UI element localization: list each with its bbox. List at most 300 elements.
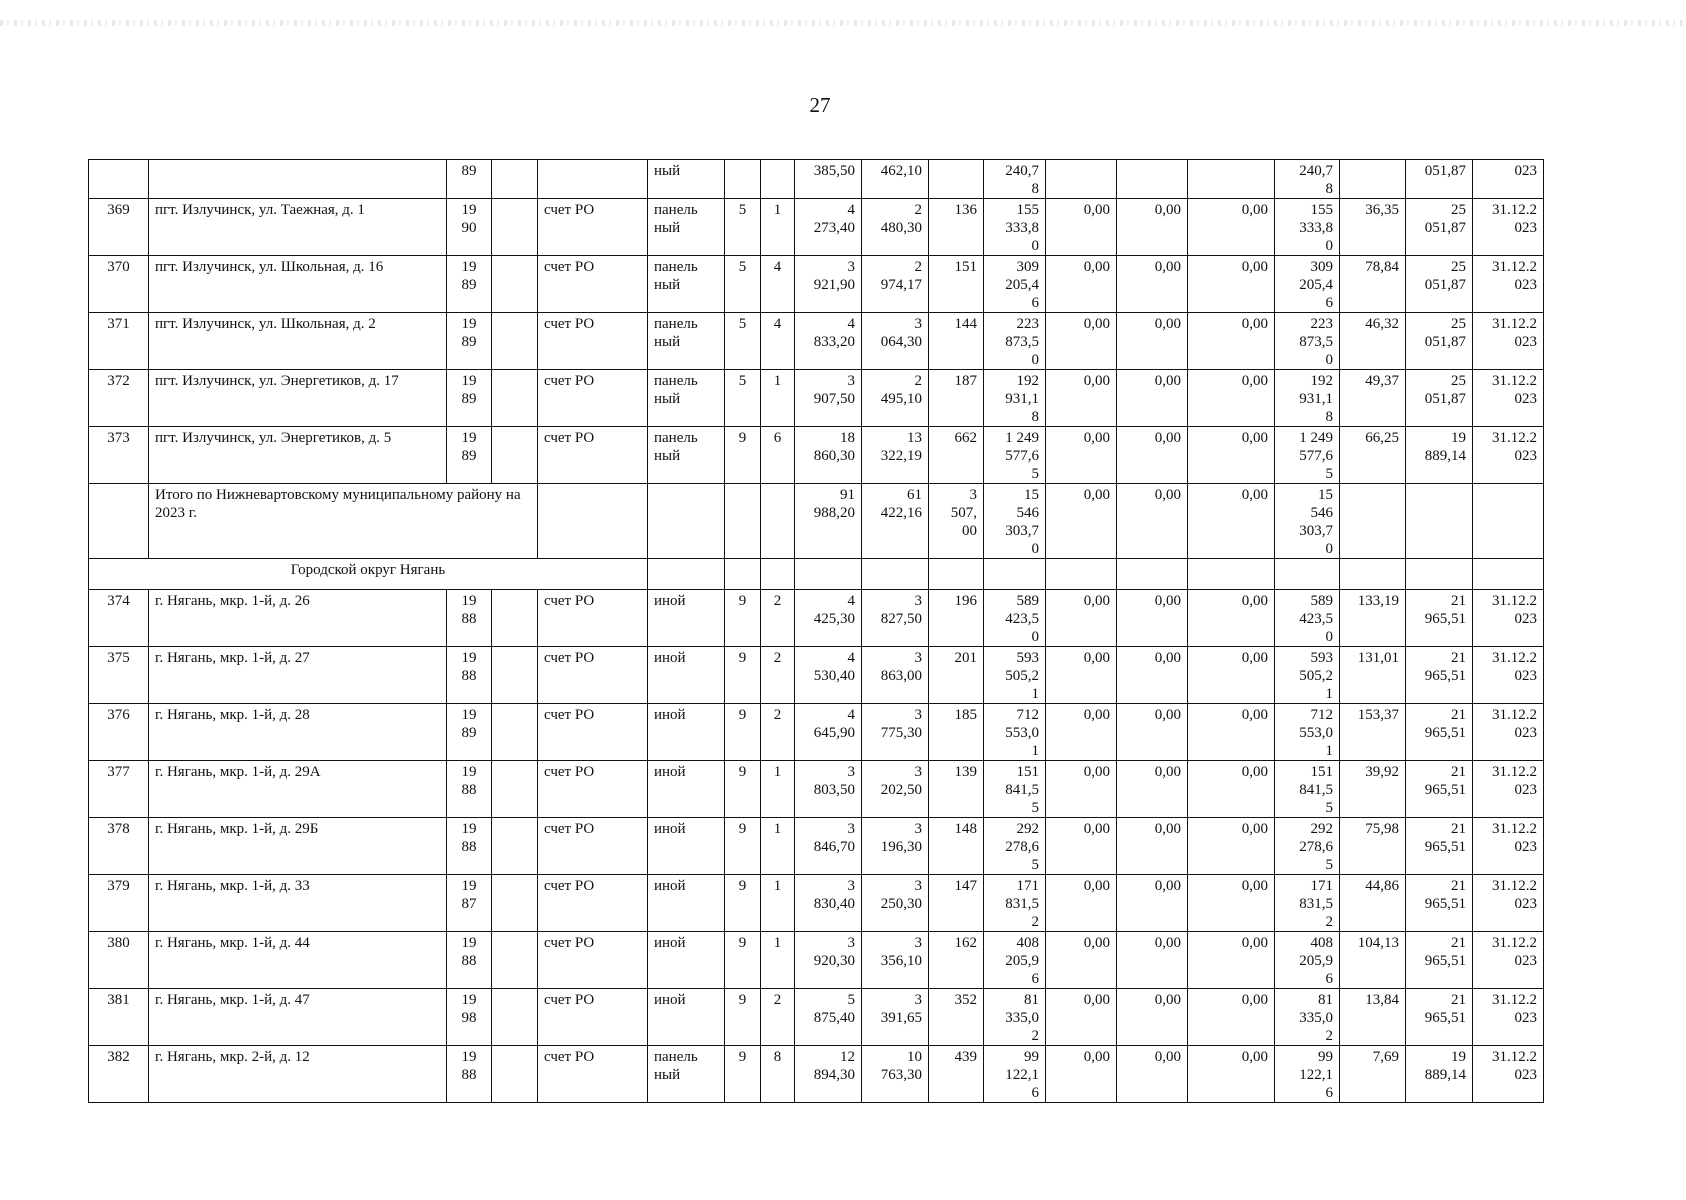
deadline-cell-line: 023 <box>1514 1067 1537 1083</box>
year-cell <box>447 370 492 427</box>
entrances-cell: 2 <box>761 590 795 647</box>
address-cell: г. Нягань, мкр. 1-й, д. 33 <box>149 875 447 932</box>
year-cell-line: 89 <box>461 163 477 179</box>
owners-funds-cell-line: 2 <box>1325 1028 1333 1044</box>
wall-material-cell <box>648 370 725 427</box>
cost-cell-line: 278,6 <box>1005 839 1039 855</box>
blank-cell <box>795 559 862 590</box>
cost-limit-cell-line: 25 <box>1451 316 1466 332</box>
blank-cell <box>1275 559 1340 590</box>
owners-funds-cell <box>1275 932 1340 989</box>
row-number-cell: 376 <box>89 704 149 761</box>
fund-cell-3: 0,00 <box>1188 932 1275 989</box>
total-area-cell <box>795 427 862 484</box>
cost-sum-cell-line: 0 <box>1031 541 1039 557</box>
cost-cell <box>984 932 1046 989</box>
specific-cost-cell: 44,86 <box>1340 875 1406 932</box>
owners-funds-cell-line: 292 <box>1310 821 1333 837</box>
blank-cell <box>492 818 538 875</box>
entrances-cell: 6 <box>761 427 795 484</box>
cost-cell <box>984 256 1046 313</box>
wall-material-cell-line: ный <box>654 334 681 350</box>
cost-cell-line: 0 <box>1031 629 1039 645</box>
total-area-cell-line: 18 <box>840 430 855 446</box>
year-cell-line: 19 <box>461 992 477 1008</box>
cost-limit-cell-line: 21 <box>1451 707 1466 723</box>
total-area-cell-line: 4 <box>847 593 855 609</box>
residents-cell <box>929 647 984 704</box>
blank-cell <box>492 370 538 427</box>
blank-cell <box>492 313 538 370</box>
cost-cell-line: 151 <box>1016 764 1039 780</box>
total-area-cell-line: 920,30 <box>813 953 855 969</box>
deadline-cell <box>1473 313 1544 370</box>
cost-cell <box>984 427 1046 484</box>
cost-cell-line: 5 <box>1031 857 1039 873</box>
blank-cell <box>492 932 538 989</box>
year-cell-line: 19 <box>461 373 477 389</box>
owners-funds-cell-line: 335,0 <box>1299 1010 1333 1026</box>
wall-material-cell-line: панель <box>654 259 698 275</box>
cost-cell-line: 5 <box>1031 466 1039 482</box>
residents-sum-cell-line: 00 <box>962 523 977 539</box>
residents-cell <box>929 932 984 989</box>
cost-limit-cell <box>1406 818 1473 875</box>
blank-cell <box>492 761 538 818</box>
fund-cell-3: 0,00 <box>1188 989 1275 1046</box>
cost-cell-line: 8 <box>1031 409 1039 425</box>
living-area-cell-line: 196,30 <box>880 839 922 855</box>
deadline-cell <box>1473 427 1544 484</box>
blank-cell <box>1188 559 1275 590</box>
owners-funds-cell-line: 505,2 <box>1299 668 1333 684</box>
owners-funds-cell <box>1275 761 1340 818</box>
deadline-cell-line: 31.12.2 <box>1492 259 1537 275</box>
specific-cost-cell: 78,84 <box>1340 256 1406 313</box>
cost-limit-cell-line: 965,51 <box>1424 782 1466 798</box>
specific-cost-cell: 46,32 <box>1340 313 1406 370</box>
living-area-cell-line: 2 <box>914 259 922 275</box>
deadline-cell-line: 023 <box>1514 668 1537 684</box>
specific-cost-cell: 36,35 <box>1340 199 1406 256</box>
fund-cell-1: 0,00 <box>1046 875 1117 932</box>
living-area-cell-line: 202,50 <box>880 782 922 798</box>
living-area-cell-line: 3 <box>914 650 922 666</box>
deadline-cell <box>1473 370 1544 427</box>
table-row <box>89 989 1544 1046</box>
residents-cell <box>929 704 984 761</box>
cost-limit-cell-line: 051,87 <box>1424 277 1466 293</box>
cost-limit-cell <box>1406 704 1473 761</box>
cost-limit-cell <box>1406 647 1473 704</box>
address-cell: пгт. Излучинск, ул. Школьная, д. 16 <box>149 256 447 313</box>
residents-cell <box>929 160 984 199</box>
year-cell-line: 19 <box>461 878 477 894</box>
wall-material-cell <box>648 761 725 818</box>
address-cell: пгт. Излучинск, ул. Энергетиков, д. 17 <box>149 370 447 427</box>
owners-funds-cell <box>1275 427 1340 484</box>
residents-cell <box>929 256 984 313</box>
owners-funds-cell <box>1275 875 1340 932</box>
cost-cell <box>984 370 1046 427</box>
account-cell: счет РО <box>538 989 648 1046</box>
address-cell: г. Нягань, мкр. 1-й, д. 44 <box>149 932 447 989</box>
cost-limit-cell-line: 051,87 <box>1424 163 1466 179</box>
cost-limit-cell-line: 889,14 <box>1424 448 1466 464</box>
cost-limit-cell <box>1406 590 1473 647</box>
section-title: Городской округ Нягань <box>89 559 648 590</box>
row-number-cell: 375 <box>89 647 149 704</box>
living-area-cell <box>862 160 929 199</box>
wall-material-cell-line: ный <box>654 1067 681 1083</box>
table-row <box>89 818 1544 875</box>
fund-cell-2: 0,00 <box>1117 590 1188 647</box>
entrances-cell: 1 <box>761 875 795 932</box>
owners-funds-cell-line: 6 <box>1325 1085 1333 1101</box>
living-area-cell <box>862 370 929 427</box>
cost-cell-line: 155 <box>1016 202 1039 218</box>
total-area-cell-line: 5 <box>847 992 855 1008</box>
total-area-cell-line: 921,90 <box>813 277 855 293</box>
deadline-cell-line: 31.12.2 <box>1492 878 1537 894</box>
owners-funds-cell-line: 1 249 <box>1299 430 1333 446</box>
year-cell-line: 19 <box>461 202 477 218</box>
deadline-cell-line: 023 <box>1514 220 1537 236</box>
fund-cell-2: 0,00 <box>1117 370 1188 427</box>
blank-cell <box>1473 559 1544 590</box>
blank-cell <box>492 590 538 647</box>
cost-limit-cell <box>1406 199 1473 256</box>
cost-sum-cell-line: 546 <box>1016 505 1039 521</box>
cost-cell <box>984 647 1046 704</box>
living-area-cell-line: 3 <box>914 593 922 609</box>
fund-cell-1: 0,00 <box>1046 427 1117 484</box>
year-cell <box>447 647 492 704</box>
cost-cell <box>984 590 1046 647</box>
account-cell: счет РО <box>538 932 648 989</box>
residents-cell-line: 144 <box>954 316 977 332</box>
living-area-cell-line: 250,30 <box>880 896 922 912</box>
cost-cell-line: 122,1 <box>1005 1067 1039 1083</box>
residents-cell <box>929 199 984 256</box>
owners-funds-cell-line: 1 <box>1325 743 1333 759</box>
cost-cell-line: 171 <box>1016 878 1039 894</box>
owners-funds-cell-line: 8 <box>1325 409 1333 425</box>
deadline-cell-line: 31.12.2 <box>1492 1049 1537 1065</box>
living-area-cell-line: 356,10 <box>880 953 922 969</box>
fund-cell-3: 0,00 <box>1188 647 1275 704</box>
row-number-cell: 381 <box>89 989 149 1046</box>
fund-cell-1: 0,00 <box>1046 1046 1117 1103</box>
table-row <box>89 875 1544 932</box>
cost-cell-line: 423,5 <box>1005 611 1039 627</box>
year-cell-line: 89 <box>461 334 477 350</box>
total-area-cell-line: 385,50 <box>813 163 855 179</box>
owners-funds-cell-line: 155 <box>1310 202 1333 218</box>
total-area-cell-line: 875,40 <box>813 1010 855 1026</box>
residents-cell <box>929 590 984 647</box>
deadline-cell-line: 31.12.2 <box>1492 373 1537 389</box>
blank-cell <box>761 484 795 559</box>
owners-funds-cell-line: 278,6 <box>1299 839 1333 855</box>
residents-cell-line: 136 <box>954 202 977 218</box>
owners-funds-cell-line: 589 <box>1310 593 1333 609</box>
entrances-cell: 1 <box>761 932 795 989</box>
total-area-cell-line: 833,20 <box>813 334 855 350</box>
total-area-cell-line: 3 <box>847 764 855 780</box>
wall-material-cell <box>648 199 725 256</box>
living-area-cell <box>862 590 929 647</box>
residents-cell-line: 196 <box>954 593 977 609</box>
cost-limit-cell-line: 21 <box>1451 935 1466 951</box>
wall-material-cell-line: ный <box>654 448 681 464</box>
cost-cell-line: 6 <box>1031 1085 1039 1101</box>
wall-material-cell <box>648 256 725 313</box>
year-cell-line: 88 <box>461 668 477 684</box>
living-area-cell-line: 3 <box>914 878 922 894</box>
year-cell-line: 19 <box>461 1049 477 1065</box>
blank-cell <box>492 647 538 704</box>
owners-funds-sum-cell-line: 15 <box>1318 487 1333 503</box>
residents-sum-cell-line: 3 <box>969 487 977 503</box>
year-cell-line: 19 <box>461 430 477 446</box>
living-area-cell-line: 3 <box>914 764 922 780</box>
blank-cell <box>492 256 538 313</box>
cost-cell-line: 8 <box>1031 181 1039 197</box>
blank-cell <box>725 484 761 559</box>
year-cell-line: 19 <box>461 650 477 666</box>
address-cell: пгт. Излучинск, ул. Энергетиков, д. 5 <box>149 427 447 484</box>
owners-funds-cell-line: 0 <box>1325 238 1333 254</box>
total-area-cell-line: 530,40 <box>813 668 855 684</box>
living-area-cell-line: 775,30 <box>880 725 922 741</box>
cost-cell <box>984 1046 1046 1103</box>
blank-cell <box>725 559 761 590</box>
wall-material-cell-line: иной <box>654 764 686 780</box>
residents-cell-line: 162 <box>954 935 977 951</box>
deadline-cell-line: 31.12.2 <box>1492 430 1537 446</box>
owners-funds-cell-line: 223 <box>1310 316 1333 332</box>
table-row <box>89 427 1544 484</box>
total-area-cell-line: 4 <box>847 202 855 218</box>
fund-cell-1: 0,00 <box>1046 932 1117 989</box>
fund-cell-1: 0,00 <box>1046 818 1117 875</box>
cost-limit-cell-line: 19 <box>1451 1049 1466 1065</box>
blank-cell <box>648 559 725 590</box>
living-area-sum-cell <box>862 484 929 559</box>
cost-limit-cell-line: 051,87 <box>1424 334 1466 350</box>
table-row <box>89 761 1544 818</box>
cost-sum-cell-line: 303,7 <box>1005 523 1039 539</box>
residents-cell <box>929 427 984 484</box>
cost-limit-cell <box>1406 256 1473 313</box>
total-area-cell-line: 4 <box>847 707 855 723</box>
address-cell: г. Нягань, мкр. 1-й, д. 29Б <box>149 818 447 875</box>
owners-funds-cell-line: 8 <box>1325 181 1333 197</box>
total-area-cell-line: 894,30 <box>813 1067 855 1083</box>
owners-funds-cell-line: 5 <box>1325 857 1333 873</box>
specific-cost-cell: 75,98 <box>1340 818 1406 875</box>
specific-cost-cell: 131,01 <box>1340 647 1406 704</box>
entrances-cell: 2 <box>761 647 795 704</box>
owners-funds-cell-line: 873,5 <box>1299 334 1333 350</box>
fund-cell-3: 0,00 <box>1188 761 1275 818</box>
residents-cell <box>929 370 984 427</box>
cost-cell-line: 223 <box>1016 316 1039 332</box>
total-area-cell-line: 3 <box>847 373 855 389</box>
wall-material-cell <box>648 875 725 932</box>
year-cell-line: 19 <box>461 935 477 951</box>
residents-sum-cell <box>929 484 984 559</box>
specific-cost-cell <box>1340 160 1406 199</box>
year-cell <box>447 313 492 370</box>
deadline-cell-line: 023 <box>1514 725 1537 741</box>
year-cell <box>447 932 492 989</box>
table-row <box>89 932 1544 989</box>
total-area-cell <box>795 590 862 647</box>
total-area-cell <box>795 647 862 704</box>
total-area-cell-line: 803,50 <box>813 782 855 798</box>
owners-funds-sum-cell-line: 546 <box>1310 505 1333 521</box>
floors-cell: 9 <box>725 989 761 1046</box>
cost-cell-line: 0 <box>1031 238 1039 254</box>
wall-material-cell-line: панель <box>654 202 698 218</box>
owners-funds-cell <box>1275 313 1340 370</box>
total-area-cell-line: 3 <box>847 935 855 951</box>
row-number-cell: 372 <box>89 370 149 427</box>
year-cell <box>447 704 492 761</box>
cost-limit-cell-line: 965,51 <box>1424 1010 1466 1026</box>
living-area-cell-line: 2 <box>914 373 922 389</box>
cost-limit-cell <box>1406 1046 1473 1103</box>
living-area-cell-line: 827,50 <box>880 611 922 627</box>
living-area-cell <box>862 427 929 484</box>
owners-funds-cell <box>1275 989 1340 1046</box>
address-cell: г. Нягань, мкр. 2-й, д. 12 <box>149 1046 447 1103</box>
wall-material-cell-line: ный <box>654 277 681 293</box>
entrances-cell <box>761 160 795 199</box>
cost-cell-line: 1 249 <box>1005 430 1039 446</box>
address-cell <box>149 160 447 199</box>
owners-funds-cell <box>1275 704 1340 761</box>
wall-material-cell <box>648 313 725 370</box>
table-row <box>89 704 1544 761</box>
total-area-sum-cell-line: 988,20 <box>813 505 855 521</box>
cost-limit-cell-line: 965,51 <box>1424 725 1466 741</box>
year-cell <box>447 160 492 199</box>
residents-cell <box>929 818 984 875</box>
floors-cell: 9 <box>725 818 761 875</box>
entrances-cell: 1 <box>761 370 795 427</box>
year-cell-line: 90 <box>461 220 477 236</box>
wall-material-cell-line: панель <box>654 316 698 332</box>
year-cell <box>447 199 492 256</box>
page-number: 27 <box>809 93 831 117</box>
fund-cell-2: 0,00 <box>1117 199 1188 256</box>
account-cell: счет РО <box>538 427 648 484</box>
total-area-cell-line: 12 <box>840 1049 855 1065</box>
deadline-cell-line: 31.12.2 <box>1492 764 1537 780</box>
total-area-cell-line: 425,30 <box>813 611 855 627</box>
living-area-cell <box>862 647 929 704</box>
deadline-cell <box>1473 989 1544 1046</box>
fund-cell-3: 0,00 <box>1188 427 1275 484</box>
residents-cell-line: 187 <box>954 373 977 389</box>
deadline-cell-line: 31.12.2 <box>1492 316 1537 332</box>
cost-limit-cell-line: 21 <box>1451 650 1466 666</box>
deadline-cell-line: 31.12.2 <box>1492 202 1537 218</box>
cost-cell <box>984 313 1046 370</box>
year-cell-line: 19 <box>461 821 477 837</box>
owners-funds-sum-cell-line: 0 <box>1325 541 1333 557</box>
table-row <box>89 199 1544 256</box>
living-area-cell <box>862 199 929 256</box>
owners-funds-cell-line: 841,5 <box>1299 782 1333 798</box>
account-cell: счет РО <box>538 199 648 256</box>
year-cell-line: 19 <box>461 259 477 275</box>
table-row <box>89 313 1544 370</box>
owners-funds-cell-line: 2 <box>1325 914 1333 930</box>
living-area-cell <box>862 989 929 1046</box>
specific-cost-cell: 39,92 <box>1340 761 1406 818</box>
owners-funds-cell-line: 593 <box>1310 650 1333 666</box>
cost-sum-cell-line: 15 <box>1024 487 1039 503</box>
cost-limit-cell-line: 965,51 <box>1424 668 1466 684</box>
deadline-cell <box>1473 256 1544 313</box>
living-area-cell-line: 391,65 <box>880 1010 922 1026</box>
deadline-cell <box>1473 1046 1544 1103</box>
total-area-cell <box>795 370 862 427</box>
year-cell-line: 19 <box>461 764 477 780</box>
account-cell: счет РО <box>538 704 648 761</box>
wall-material-cell-line: ный <box>654 220 681 236</box>
total-area-cell-line: 3 <box>847 878 855 894</box>
cost-cell-line: 99 <box>1024 1049 1039 1065</box>
fund-cell-3: 0,00 <box>1188 590 1275 647</box>
row-number-cell: 370 <box>89 256 149 313</box>
deadline-cell-line: 023 <box>1514 448 1537 464</box>
specific-cost-cell: 66,25 <box>1340 427 1406 484</box>
fund-cell-3: 0,00 <box>1188 818 1275 875</box>
living-area-cell <box>862 1046 929 1103</box>
floors-cell: 5 <box>725 313 761 370</box>
blank-cell <box>492 989 538 1046</box>
blank-cell <box>1340 559 1406 590</box>
year-cell-line: 88 <box>461 611 477 627</box>
living-area-cell-line: 10 <box>907 1049 922 1065</box>
total-area-cell <box>795 199 862 256</box>
deadline-cell <box>1473 647 1544 704</box>
deadline-cell-line: 023 <box>1514 1010 1537 1026</box>
cost-limit-cell-line: 965,51 <box>1424 839 1466 855</box>
wall-material-cell <box>648 818 725 875</box>
blank-cell <box>1406 484 1473 559</box>
year-cell-line: 19 <box>461 707 477 723</box>
deadline-cell <box>1473 818 1544 875</box>
fund-cell-3: 0,00 <box>1188 199 1275 256</box>
blank-cell <box>929 559 984 590</box>
deadline-cell <box>1473 875 1544 932</box>
cost-limit-cell <box>1406 932 1473 989</box>
living-area-cell-line: 974,17 <box>880 277 922 293</box>
owners-funds-cell-line: 192 <box>1310 373 1333 389</box>
fund-cell-2: 0,00 <box>1117 256 1188 313</box>
cost-cell-line: 0 <box>1031 352 1039 368</box>
living-area-cell-line: 3 <box>914 935 922 951</box>
entrances-cell: 1 <box>761 199 795 256</box>
owners-funds-cell-line: 122,1 <box>1299 1067 1333 1083</box>
fund-cell-1: 0,00 <box>1046 199 1117 256</box>
